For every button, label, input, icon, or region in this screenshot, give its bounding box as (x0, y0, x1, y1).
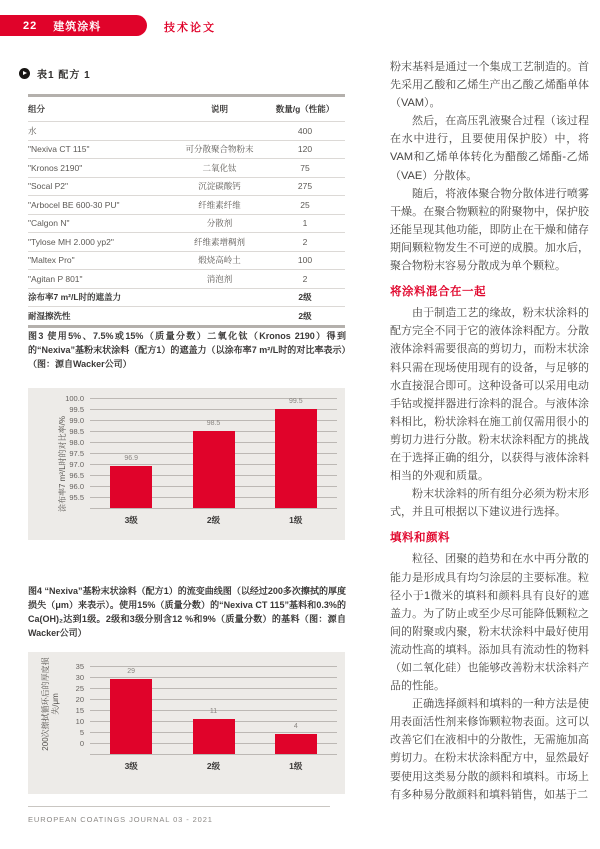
cell-component: "Calgon N" (28, 218, 70, 229)
cell-description: 消泡剂 (206, 273, 233, 284)
bar-value-label: 29 (127, 668, 136, 676)
section-heading: 填料和颜料 (390, 532, 450, 545)
cell-component: "Maltex Pro" (28, 255, 75, 266)
table-title (19, 66, 91, 81)
bar-value-label: 98.5 (206, 420, 221, 427)
cell-component: 涂布率7 m²/L时的遮盖力 (28, 292, 122, 303)
cell-amount: 400 (297, 125, 313, 136)
cell-amount: 75 (300, 162, 310, 173)
category-label: 2级 (206, 515, 221, 525)
table-row (28, 252, 345, 271)
category-label: 1级 (289, 761, 303, 771)
y-tick-label: 20 (75, 695, 84, 704)
bar (110, 466, 152, 508)
cell-description: 沉淀碳酸钙 (198, 181, 241, 192)
y-tick-label: 5 (79, 728, 84, 737)
y-tick-label: 15 (75, 706, 84, 715)
cell-component: "Arbocel BE 600-30 PU" (28, 199, 120, 210)
y-tick-label: 97.5 (69, 449, 84, 458)
footer-divider (28, 806, 330, 807)
cell-description: 纤维素纤维 (198, 199, 241, 210)
y-tick-label: 30 (75, 673, 84, 682)
table-row (28, 141, 345, 160)
figure4-chart (28, 652, 345, 794)
bar-value-label: 96.9 (124, 455, 138, 463)
section-label: 技术论文 (164, 22, 216, 34)
category-label: 2级 (206, 761, 221, 771)
cell-amount: 2级 (298, 292, 312, 303)
y-tick-label: 25 (75, 684, 84, 693)
y-tick-label: 97.0 (69, 460, 84, 469)
paragraph: 由于制造工艺的缘故，粉末状涂料的配方完全不同于它的液体涂料配方。分散液体涂料需要很高的剪切力，而粉末状涂料只需在现场使用现有的设备，与足够的水直接混合即可。这种设备可以采用电动手钻或搅拌器进行涂料的混合。与液体涂料相比，粉状涂料在施工前仅需用很小的剪切力进行分散。粉末状涂料配方的挑战在于选择正确的组分，以获得与液体涂料相当的外观和质量。 (390, 307, 589, 483)
y-tick-label: 99.0 (69, 416, 84, 425)
category-label: 1级 (289, 515, 303, 525)
y-tick-label: 35 (75, 662, 84, 671)
cell-description: 可分散聚合物粉末 (185, 144, 254, 155)
table-row (28, 159, 345, 178)
column-header: 说明 (210, 104, 228, 114)
cell-description: 纤维素增稠剂 (193, 236, 245, 247)
cell-amount: 100 (297, 255, 313, 266)
table-row (28, 270, 345, 289)
y-axis-label: 涂布率7 m²/L时的对比率/% (58, 415, 67, 512)
table-row (28, 122, 345, 141)
figure3-caption: 图3 使用5%、7.5%或15%（质量分数）二氧化钛（Kronos 2190）得到的“Nexiva”基粉末状涂料（配方1）的遮盖力（以涂布率7 m²/L时的对比率表示）（图：源自Wacker公司） (28, 331, 346, 369)
y-tick-label: 96.0 (69, 482, 84, 491)
cell-amount: 2 (302, 273, 308, 284)
cell-amount: 2 (302, 236, 308, 247)
gridline (90, 677, 337, 678)
cell-component: "Agitan P 801" (28, 273, 83, 284)
bar-value-label: 99.5 (288, 398, 303, 405)
figure4-caption: 图4 “Nexiva”基粉末状涂料（配方1）的流变曲线图（以经过200多次擦拭的厚度损失（μm）来表示）。使用15%（质量分数）的“Nexiva CT 115”基料和0.3%的Ca(OH)₂达到1级。2级和3级分别含12 %和9%（质量分数）的基料（图：源自Wacker公司） (28, 586, 346, 638)
bar (275, 409, 317, 508)
gridline (90, 754, 337, 755)
cell-component: 水 (28, 125, 37, 136)
page-number: 22 (23, 19, 38, 32)
cell-component: "Kronos 2190" (28, 162, 83, 173)
paragraph: 粉末基料是通过一个集成工艺制造的。首先采用乙酸和乙烯生产出乙酸乙烯酯单体（VAM）。 (390, 61, 589, 110)
cell-amount: 275 (297, 181, 313, 192)
figure3-chart (28, 388, 345, 540)
bar-value-label: 4 (293, 723, 298, 731)
column-header: 组分 (28, 104, 46, 114)
y-tick-label: 0 (79, 739, 84, 748)
y-tick-label: 99.5 (69, 405, 84, 414)
cell-component: "Socal P2" (28, 181, 69, 192)
gridline (90, 508, 337, 509)
cell-description: 分散剂 (206, 218, 233, 229)
table-row (28, 307, 345, 325)
gridline (90, 666, 337, 667)
y-tick-label: 96.5 (69, 471, 84, 480)
cell-component: 耐湿擦洗性 (28, 310, 71, 321)
page-header-badge (0, 15, 147, 36)
paragraph: 正确选择颜料和填料的一种方法是使用表面活性剂来修饰颗粒物表面。这可以改善它们在液相中的分散性，无需施加高剪切力。在粉末状涂料配方中，显然最好要使用这类易分散的颜料和填料。市场上有多种易分散颜料和填料销售，如基于二 (390, 698, 589, 801)
category-label: 3级 (124, 515, 138, 525)
bar (193, 719, 235, 754)
paragraph: 粒径、团聚的趋势和在水中再分散的能力是形成具有均匀涂层的主要标准。粒径小于1微米的填料和颜料具有良好的遮盖力。为了防止或至少尽可能降低颗粒之间的附聚或内聚，粉末状涂料中最好使用流动性高的填料。添加具有流动性的物料（如二氧化硅）也能够改善粉末状涂料产品的性能。 (390, 553, 589, 693)
y-tick-label: 100.0 (65, 394, 84, 403)
column-header: 数量/g（性能） (275, 104, 335, 114)
bar (275, 734, 317, 754)
cell-component: "Tylose MH 2.000 yp2" (28, 236, 114, 247)
paragraph: 随后，将液体聚合物分散体进行喷雾干燥。在聚合物颗粒的附聚物中，保护胶还能呈现其他功能，即防止在干燥和储存期间颗粒物发生不可逆的成膜。加水后，聚合物粉末容易分散成为单个颗粒。 (390, 187, 589, 273)
section-badge-label: 建筑涂料 (53, 20, 102, 33)
table-row (28, 215, 345, 234)
y-tick-label: 95.5 (69, 493, 84, 502)
category-label: 3级 (124, 761, 138, 771)
cell-description: 煅烧高岭土 (198, 255, 241, 266)
cell-component: "Nexiva CT 115" (28, 144, 90, 155)
y-tick-label: 10 (75, 717, 84, 726)
table-row (28, 233, 345, 252)
y-tick-label: 98.0 (69, 438, 84, 447)
y-axis-label: 200次擦拭循环后的厚度损失/μm (41, 657, 60, 751)
section-heading: 将涂料混合在一起 (390, 286, 486, 299)
paragraph: 然后，在高压乳液聚合过程（该过程在水中进行，且要使用保护胶）中，将VAM和乙烯单体转化为醋酸乙烯酯-乙烯（VAE）分散体。 (390, 115, 589, 182)
bar (110, 679, 152, 754)
footer-journal-label: EUROPEAN COATINGS JOURNAL 03 - 2021 (28, 815, 213, 824)
formulation-table (28, 94, 345, 328)
arrow-circle-icon (19, 68, 30, 79)
cell-description: 二氧化钛 (202, 162, 237, 173)
table-row (28, 196, 345, 215)
table-row (28, 289, 345, 308)
y-tick-label: 98.5 (69, 427, 84, 436)
cell-amount: 25 (300, 199, 310, 210)
cell-amount: 120 (297, 144, 313, 155)
cell-amount: 1 (302, 218, 308, 229)
table-title-text: 表1 配方 1 (37, 70, 91, 81)
cell-amount: 2级 (298, 310, 312, 321)
paragraph: 粉末状涂料的所有组分必须为粉末形式，并且可根据以下建议进行选择。 (390, 488, 589, 519)
table-header-row (28, 97, 345, 122)
table-row (28, 178, 345, 197)
bar-value-label: 11 (209, 707, 218, 715)
article-column (390, 58, 589, 804)
bar (193, 431, 235, 508)
